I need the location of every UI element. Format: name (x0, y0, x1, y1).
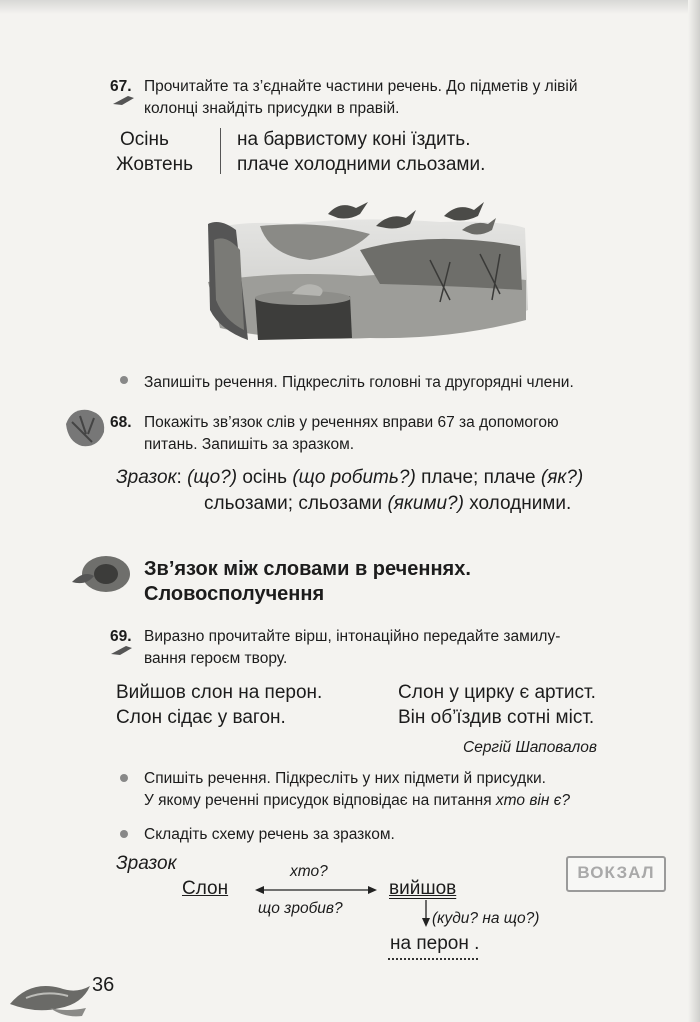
task1-question: хто він є? (495, 792, 571, 809)
ex68-number: 68. (110, 414, 132, 431)
ex68-instruction-line2: питань. Запишіть за зразком. (144, 436, 355, 453)
poem-line-2: Слон сідає у вагон. (116, 707, 286, 728)
scheme-question-top: хто? (290, 863, 328, 880)
scheme-label: Зразок (116, 853, 177, 874)
ex67-right-2: плаче холодними сльозами. (237, 154, 486, 175)
ex69-task1-line2 (144, 790, 570, 812)
scheme-question-down: (куди? на що?) (432, 910, 540, 927)
sample-q4: (якими?) (387, 493, 464, 514)
ex67-instruction-line1: Прочитайте та з’єднайте частини речень. До підметів у лівій (144, 78, 578, 95)
sample-colon: : (176, 467, 182, 488)
section-title-line1: Зв’язок між словами в реченнях. (144, 558, 471, 580)
page-number: 36 (92, 974, 115, 996)
ex68-instruction-line1: Покажіть зв’язок слів у реченнях вправи 67 за допомогою (144, 414, 559, 431)
leaf-icon (62, 404, 108, 450)
section-title-line2: Словосполучення (144, 583, 325, 605)
bullet (120, 774, 128, 782)
bullet (120, 376, 128, 384)
double-arrow-icon (254, 884, 378, 896)
sample-w1: осінь (242, 467, 288, 488)
scheme-object: на перон . (390, 933, 480, 954)
ex69-task2: Складіть схему речень за зразком. (144, 826, 395, 843)
ex67-left-2: Жовтень (116, 154, 194, 175)
sample-w3: сльозами; сльозами (204, 493, 383, 514)
ex67-left-1: Осінь (120, 129, 169, 150)
sample-q3: (як?) (540, 467, 584, 488)
page-top-shade (0, 0, 700, 14)
sample-label: Зразок (116, 467, 177, 488)
column-divider (220, 128, 221, 174)
scheme-subject: Слон (182, 878, 229, 899)
ex69-number: 69. (110, 628, 132, 645)
ex69-task1-line1: Спишіть речення. Підкресліть у них підмети й присудки. (144, 770, 546, 787)
scheme-predicate: вийшов (389, 878, 457, 899)
bullet (120, 830, 128, 838)
sunflower-icon (70, 552, 134, 596)
poem-line-4: Він об’їздив сотні міст. (398, 707, 595, 728)
sample-q1: (що?) (187, 467, 238, 488)
pen-icon (110, 644, 134, 656)
autumn-illustration (200, 190, 530, 350)
station-sign: ВОКЗАЛ (566, 856, 666, 892)
ex67-number: 67. (110, 78, 132, 95)
task1-text: У якому реченні присудок відповідає на питання (144, 792, 492, 809)
scheme-question-bottom: що зробив? (258, 900, 343, 917)
pen-icon (112, 94, 136, 106)
down-arrow-icon (420, 900, 432, 928)
ex69-instruction-line1: Виразно прочитайте вірш, інтонаційно передайте замилу- (144, 628, 561, 645)
poem-line-1: Вийшов слон на перон. (116, 682, 323, 703)
sample-w2: плаче; плаче (421, 467, 536, 488)
poem-line-3: Слон у цирку є артист. (398, 682, 596, 703)
poem-author: Сергій Шаповалов (463, 739, 597, 756)
ex67-instruction-line2: колонці знайдіть присудки в правій. (144, 100, 400, 117)
scheme-object-underline (388, 958, 478, 960)
leaves-ornament-icon (6, 968, 102, 1018)
ex69-instruction-line2: вання героєм твору. (144, 650, 288, 667)
sample-q2: (що робить?) (292, 467, 416, 488)
ex67-task: Запишіть речення. Підкресліть головні та другорядні члени. (144, 374, 574, 391)
page-right-edge (688, 0, 700, 1022)
sample-w4: холодними. (469, 493, 572, 514)
ex68-sample-line2 (204, 492, 571, 516)
ex67-right-1: на барвистому коні їздить. (237, 129, 471, 150)
ex68-sample-line1 (116, 466, 583, 490)
